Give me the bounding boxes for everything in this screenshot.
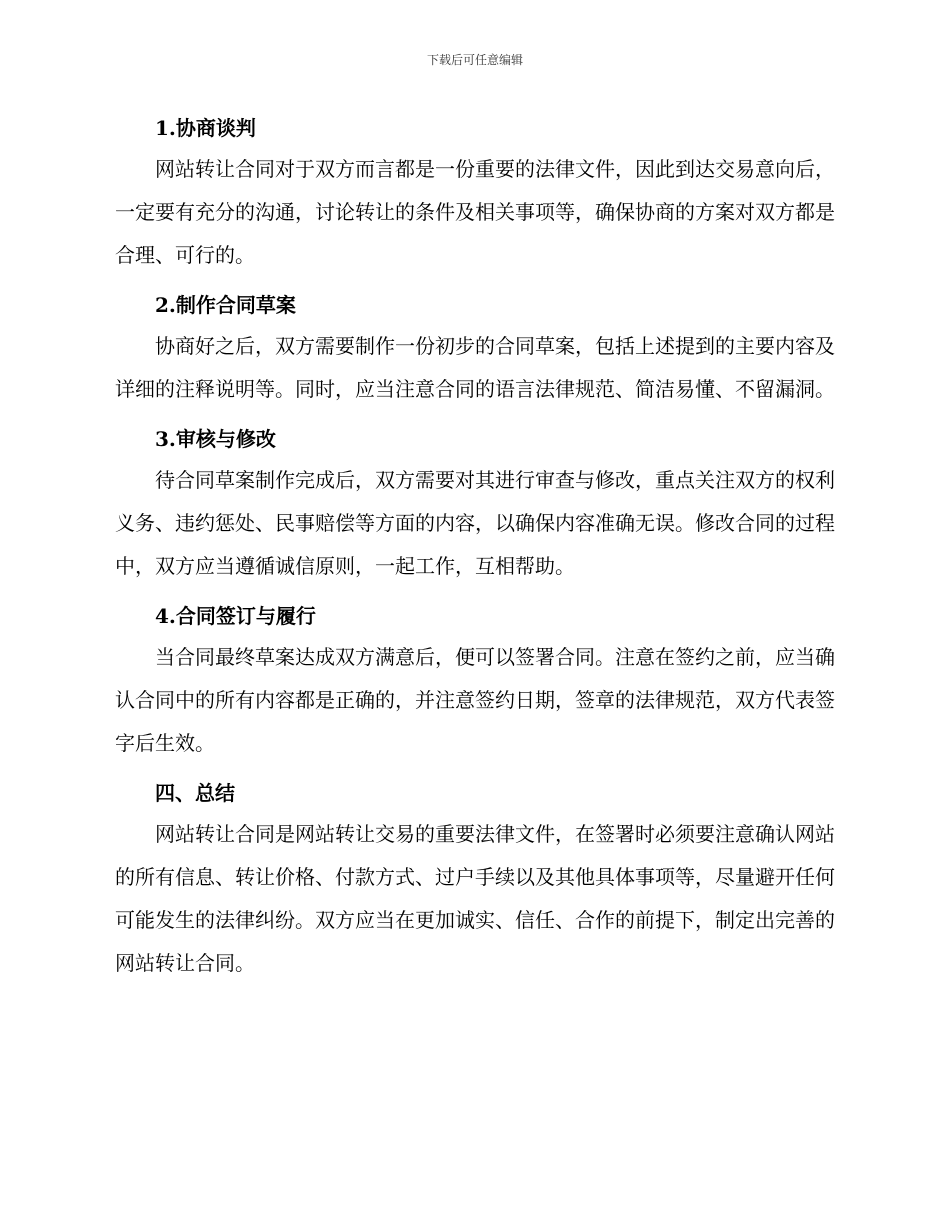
- section-heading: 3.审核与修改: [155, 427, 276, 451]
- section-summary: [115, 773, 835, 985]
- section-negotiation: [115, 108, 835, 277]
- section-paragraph: 当合同最终草案达成双方满意后，便可以签署合同。注意在签约之前，应当确认合同中的所有内容都是正确的，并注意签约日期，签章的法律规范，双方代表签字后生效。: [115, 645, 835, 755]
- section-heading: 2.制作合同草案: [155, 293, 296, 317]
- section-paragraph: 协商好之后，双方需要制作一份初步的合同草案，包括上述提到的主要内容及详细的注释说明等。同时，应当注意合同的语言法律规范、简洁易懂、不留漏洞。: [115, 334, 835, 401]
- section-review: [115, 419, 835, 588]
- page-header: 下载后可任意编辑: [426, 53, 523, 67]
- document-body: [115, 108, 835, 993]
- section-paragraph: 待合同草案制作完成后，双方需要对其进行审查与修改，重点关注双方的权利义务、违约惩处、民事赔偿等方面的内容，以确保内容准确无误。修改合同的过程中，双方应当遵循诚信原则，一起工作，互相帮助。: [115, 468, 835, 578]
- section-paragraph: 网站转让合同对于双方而言都是一份重要的法律文件，因此到达交易意向后，一定要有充分的沟通，讨论转让的条件及相关事项等，确保协商的方案对双方都是合理、可行的。: [115, 157, 835, 267]
- section-signing: [115, 596, 835, 765]
- section-draft: [115, 285, 835, 411]
- section-heading: 四、总结: [155, 781, 235, 805]
- section-heading: 1.协商谈判: [155, 116, 256, 140]
- section-heading: 4.合同签订与履行: [155, 604, 316, 628]
- section-paragraph: 网站转让合同是网站转让交易的重要法律文件，在签署时必须要注意确认网站的所有信息、转让价格、付款方式、过户手续以及其他具体事项等，尽量避开任何可能发生的法律纠纷。双方应当在更加诚实、信任、合作的前提下，制定出完善的网站转让合同。: [115, 822, 835, 975]
